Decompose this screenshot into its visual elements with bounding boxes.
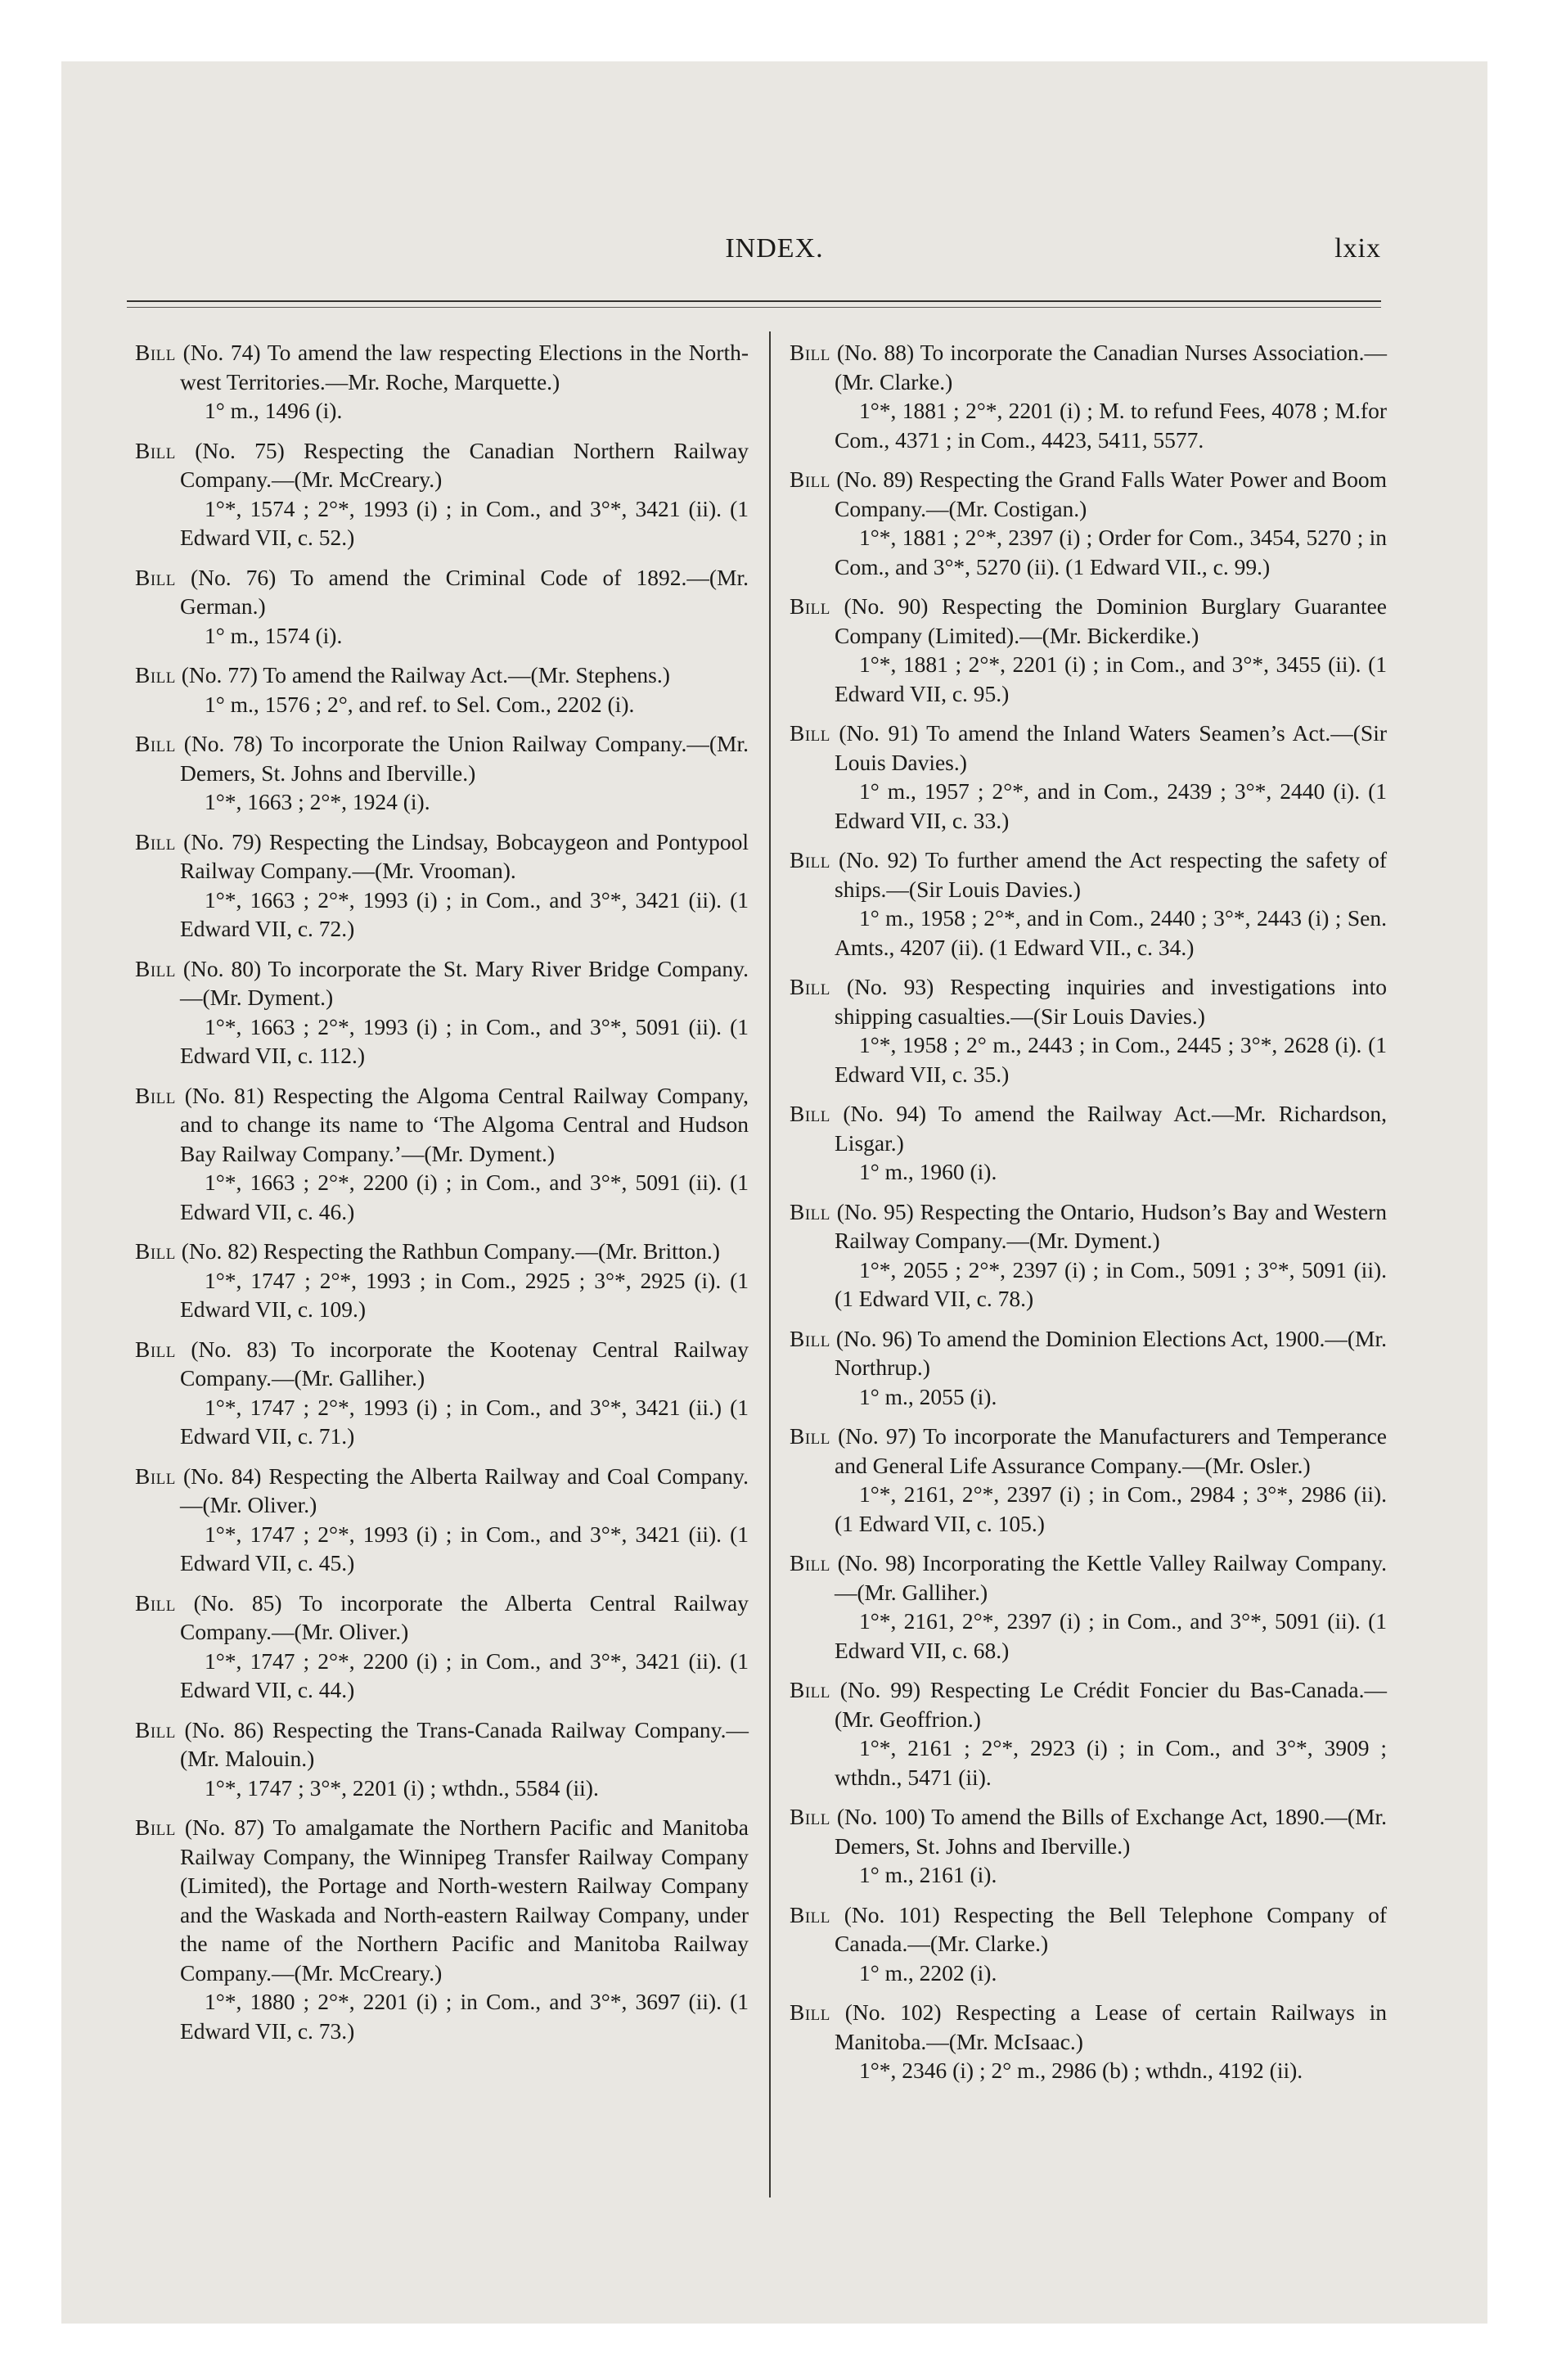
- bill-description: (No. 92) To further amend the Act respecting the safety of ships.—(Sir Louis Davies.): [835, 847, 1388, 902]
- bill-description: (No. 79) Respecting the Lindsay, Bobcaygeon and Pontypool Railway Company.—(Mr. Vrooman).: [180, 828, 749, 883]
- index-column-left: [135, 338, 749, 2056]
- index-entry: [790, 1324, 1387, 1412]
- entry-references: 1°*, 2161 ; 2°*, 2923 (i) ; in Com., and 3°*, 3909 ; wthdn., 5471 (ii).: [835, 1735, 1387, 1790]
- bill-label: Bill: [790, 1677, 830, 1702]
- entry-title: [790, 719, 1387, 777]
- bill-label: Bill: [790, 1804, 830, 1829]
- entry-references: 1°*, 1747 ; 2°*, 1993 (i) ; in Com., and 3°*, 3421 (ii.) (1 Edward VII, c. 71.): [180, 1394, 749, 1449]
- entry-references: 1° m., 1960 (i).: [859, 1159, 997, 1184]
- index-entry: [790, 1900, 1387, 1988]
- index-entry: [135, 436, 749, 552]
- entry-title: [790, 1548, 1387, 1607]
- bill-label: Bill: [790, 467, 830, 492]
- entry-title: [135, 1589, 749, 1647]
- bill-label: Bill: [790, 974, 830, 999]
- entry-references: 1°*, 1574 ; 2°*, 1993 (i) ; in Com., and 3°*, 3421 (ii). (1 Edward VII, c. 52.): [180, 495, 749, 550]
- entry-references: 1°*, 1881 ; 2°*, 2397 (i) ; Order for Com., 3454, 5270 ; in Com., and 3°*, 5270 (ii). (1 Edward VII., c. 99.): [835, 525, 1387, 579]
- index-entry: [790, 465, 1387, 581]
- bill-label: Bill: [790, 593, 830, 619]
- bill-description: (No. 89) Respecting the Grand Falls Water Power and Boom Company.—(Mr. Costigan.): [835, 467, 1388, 521]
- bill-label: Bill: [790, 1901, 830, 1927]
- bill-label: Bill: [790, 1198, 830, 1224]
- entry-title: [135, 1081, 749, 1169]
- entry-references: 1° m., 2055 (i).: [859, 1383, 997, 1409]
- index-entry: [135, 1813, 749, 2045]
- bill-description: (No. 99) Respecting Le Crédit Foncier du Bas-Canada.—(Mr. Geoffrion.): [835, 1677, 1387, 1732]
- bill-label: Bill: [135, 1716, 176, 1742]
- entry-references: 1°*, 1663 ; 2°*, 1993 (i) ; in Com., and 3°*, 3421 (ii). (1 Edward VII, c. 72.): [180, 886, 749, 941]
- bill-description: (No. 84) Respecting the Alberta Railway and Coal Company.—(Mr. Oliver.): [180, 1463, 749, 1517]
- entry-references: 1°*, 2161, 2°*, 2397 (i) ; in Com., 2984 ; 3°*, 2986 (ii). (1 Edward VII, c. 105.): [835, 1481, 1387, 1536]
- entry-references: 1° m., 1576 ; 2°, and ref. to Sel. Com., 2202 (i).: [205, 691, 635, 717]
- bill-label: Bill: [790, 1550, 830, 1575]
- bill-label: Bill: [135, 1082, 176, 1108]
- entry-references: 1°*, 1958 ; 2° m., 2443 ; in Com., 2445 ; 3°*, 2628 (i). (1 Edward VII, c. 35.): [835, 1032, 1387, 1087]
- bill-label: Bill: [135, 1238, 176, 1264]
- bill-description: (No. 91) To amend the Inland Waters Seamen’s Act.—(Sir Louis Davies.): [835, 720, 1387, 775]
- bill-label: Bill: [135, 1336, 176, 1362]
- bill-label: Bill: [135, 564, 176, 590]
- entry-title: [790, 845, 1387, 904]
- entry-title: [135, 954, 749, 1012]
- column-divider: [769, 331, 771, 2197]
- bill-label: Bill: [790, 847, 830, 872]
- page-title: INDEX.: [725, 233, 824, 264]
- index-entry: [135, 1335, 749, 1451]
- entry-references: 1°*, 1747 ; 2°*, 1993 ; in Com., 2925 ; 3°*, 2925 (i). (1 Edward VII, c. 109.): [180, 1267, 749, 1322]
- entry-title: [790, 972, 1387, 1030]
- bill-description: (No. 82) Respecting the Rathbun Company.—(Mr. Britton.): [181, 1238, 720, 1264]
- bill-description: (No. 94) To amend the Railway Act.—Mr. Richardson, Lisgar.): [835, 1101, 1387, 1156]
- entry-references: 1°*, 2161, 2°*, 2397 (i) ; in Com., and 3°*, 5091 (ii). (1 Edward VII, c. 68.): [835, 1608, 1387, 1663]
- entry-title: [135, 338, 749, 396]
- entry-title: [135, 660, 749, 690]
- entry-title: [790, 1675, 1387, 1733]
- bill-label: Bill: [135, 828, 176, 854]
- bill-description: (No. 93) Respecting inquiries and investigations into shipping casualties.—(Sir Louis Davies.): [835, 974, 1388, 1029]
- bill-description: (No. 90) Respecting the Dominion Burglary Guarantee Company (Limited).—(Mr. Bickerdike.): [835, 593, 1388, 648]
- index-entry: [135, 1589, 749, 1705]
- entry-references: 1°*, 1663 ; 2°*, 1924 (i).: [205, 789, 430, 814]
- entry-title: [790, 1197, 1387, 1255]
- entry-references: 1°*, 1663 ; 2°*, 2200 (i) ; in Com., and 3°*, 5091 (ii). (1 Edward VII, c. 46.): [180, 1170, 749, 1224]
- bill-label: Bill: [790, 1999, 830, 2025]
- bill-description: (No. 98) Incorporating the Kettle Valley Railway Company.—(Mr. Galliher.): [835, 1550, 1388, 1605]
- bill-label: Bill: [790, 1423, 830, 1449]
- bill-description: (No. 96) To amend the Dominion Elections Act, 1900.—(Mr. Northrup.): [835, 1325, 1388, 1380]
- bill-label: Bill: [135, 1463, 176, 1489]
- bill-description: (No. 83) To incorporate the Kootenay Central Railway Company.—(Mr. Galliher.): [180, 1336, 749, 1391]
- index-entry: [790, 1998, 1387, 2085]
- index-entry: [135, 563, 749, 651]
- entry-references: 1°*, 1881 ; 2°*, 2201 (i) ; M. to refund Fees, 4078 ; M.for Com., 4371 ; in Com., 4423, 5411, 5577.: [835, 398, 1387, 453]
- entry-title: [135, 1462, 749, 1520]
- index-entry: [135, 954, 749, 1071]
- index-entry: [790, 338, 1387, 454]
- index-entry: [135, 1237, 749, 1324]
- entry-references: 1°*, 2055 ; 2°*, 2397 (i) ; in Com., 5091 ; 3°*, 5091 (ii). (1 Edward VII, c. 78.): [835, 1256, 1387, 1311]
- bill-label: Bill: [135, 437, 176, 463]
- entry-references: 1° m., 1957 ; 2°*, and in Com., 2439 ; 3°*, 2440 (i). (1 Edward VII, c. 33.): [835, 778, 1387, 833]
- index-entry: [790, 1675, 1387, 1792]
- bill-description: (No. 95) Respecting the Ontario, Hudson’s Bay and Western Railway Company.—(Mr. Dyment.): [835, 1198, 1387, 1253]
- bill-label: Bill: [135, 731, 176, 756]
- index-entry: [135, 1081, 749, 1227]
- bill-label: Bill: [790, 1325, 830, 1351]
- page-number: lxix: [1334, 233, 1381, 264]
- entry-title: [790, 338, 1387, 396]
- entry-title: [790, 1900, 1387, 1959]
- bill-label: Bill: [135, 340, 176, 365]
- entry-references: 1°*, 2346 (i) ; 2° m., 2986 (b) ; wthdn., 4192 (ii).: [859, 2058, 1303, 2083]
- entry-title: [135, 1335, 749, 1393]
- entry-title: [790, 1802, 1387, 1860]
- entry-title: [135, 436, 749, 494]
- scanned-page: [61, 61, 1487, 2324]
- entry-references: 1° m., 2161 (i).: [859, 1862, 997, 1887]
- entry-title: [790, 1099, 1387, 1157]
- entry-references: 1°*, 1747 ; 3°*, 2201 (i) ; wthdn., 5584 (ii).: [205, 1774, 599, 1801]
- index-entry: [135, 1462, 749, 1578]
- entry-references: 1°*, 1663 ; 2°*, 1993 (i) ; in Com., and 3°*, 5091 (ii). (1 Edward VII, c. 112.): [180, 1013, 749, 1068]
- index-entry: [135, 1715, 749, 1803]
- entry-references: 1°*, 1881 ; 2°*, 2201 (i) ; in Com., and 3°*, 3455 (ii). (1 Edward VII, c. 95.): [835, 651, 1387, 706]
- bill-description: (No. 86) Respecting the Trans-Canada Railway Company.—(Mr. Malouin.): [180, 1716, 749, 1771]
- index-entry: [790, 1197, 1387, 1314]
- bill-label: Bill: [135, 662, 176, 687]
- bill-label: Bill: [135, 1589, 176, 1616]
- index-entry: [790, 592, 1387, 708]
- header-rule: [127, 300, 1381, 308]
- bill-description: (No. 85) To incorporate the Alberta Central Railway Company.—(Mr. Oliver.): [180, 1589, 749, 1644]
- bill-description: (No. 81) Respecting the Algoma Central Railway Company, and to change its name to ‘The Algoma Central and Hudson Bay Railway Company.’—(Mr. Dyment.): [180, 1082, 749, 1166]
- index-entry: [135, 827, 749, 944]
- index-entry: [790, 1548, 1387, 1665]
- entry-title: [135, 1715, 749, 1774]
- index-entry: [135, 729, 749, 817]
- bill-description: (No. 77) To amend the Railway Act.—(Mr. Stephens.): [181, 662, 670, 687]
- entry-references: 1° m., 1958 ; 2°*, and in Com., 2440 ; 3°*, 2443 (i) ; Sen. Amts., 4207 (ii). (1 Edward VII., c. 34.): [835, 905, 1387, 960]
- index-entry: [790, 972, 1387, 1089]
- index-entry: [135, 338, 749, 426]
- entry-references: 1°*, 1880 ; 2°*, 2201 (i) ; in Com., and 3°*, 3697 (ii). (1 Edward VII, c. 73.): [180, 1989, 749, 2044]
- bill-description: (No. 88) To incorporate the Canadian Nurses Association.—(Mr. Clarke.): [835, 340, 1388, 394]
- entry-references: 1°*, 1747 ; 2°*, 1993 (i) ; in Com., and 3°*, 3421 (ii). (1 Edward VII, c. 45.): [180, 1521, 749, 1575]
- entry-title: [790, 1422, 1387, 1480]
- index-column-right: [790, 338, 1387, 2096]
- bill-description: (No. 75) Respecting the Canadian Northern Railway Company.—(Mr. McCreary.): [180, 437, 749, 492]
- bill-description: (No. 87) To amalgamate the Northern Pacific and Manitoba Railway Company, the Winnipeg Transfer Railway Company (Limited), the Portage and North-western Railway Company and the Waskada and North-eastern Railway Company, under the name of the Northern Pacific and Manitoba Railway Company.—(Mr. McCreary.): [180, 1814, 749, 1986]
- bill-description: (No. 76) To amend the Criminal Code of 1892.—(Mr. German.): [180, 564, 749, 619]
- entry-title: [790, 592, 1387, 650]
- bill-description: (No. 80) To incorporate the St. Mary River Bridge Company.—(Mr. Dyment.): [180, 955, 749, 1010]
- bill-description: (No. 101) Respecting the Bell Telephone Company of Canada.—(Mr. Clarke.): [835, 1901, 1388, 1956]
- entry-title: [790, 465, 1387, 523]
- index-entry: [790, 719, 1387, 835]
- entry-title: [135, 827, 749, 886]
- entry-title: [135, 1237, 749, 1266]
- entry-title: [135, 563, 749, 621]
- entry-title: [135, 729, 749, 787]
- entry-title: [135, 1813, 749, 1987]
- bill-label: Bill: [790, 340, 830, 365]
- bill-description: (No. 97) To incorporate the Manufacturers and Temperance and General Life Assurance Company.—(Mr. Osler.): [835, 1423, 1387, 1478]
- bill-label: Bill: [135, 955, 176, 981]
- bill-label: Bill: [790, 1101, 830, 1126]
- bill-label: Bill: [790, 720, 830, 746]
- index-entry: [135, 660, 749, 719]
- bill-description: (No. 102) Respecting a Lease of certain Railways in Manitoba.—(Mr. McIsaac.): [835, 1999, 1387, 2054]
- entry-references: 1° m., 1574 (i).: [205, 622, 343, 648]
- index-entry: [790, 845, 1387, 962]
- bill-description: (No. 100) To amend the Bills of Exchange Act, 1890.—(Mr. Demers, St. Johns and Iberville.): [835, 1804, 1387, 1859]
- bill-label: Bill: [135, 1814, 176, 1840]
- index-entry: [790, 1802, 1387, 1890]
- entry-title: [790, 1324, 1387, 1382]
- bill-description: (No. 78) To incorporate the Union Railway Company.—(Mr. Demers, St. Johns and Iberville.): [180, 731, 749, 786]
- index-entry: [790, 1422, 1387, 1538]
- entry-references: 1° m., 1496 (i).: [205, 398, 343, 423]
- index-entry: [790, 1099, 1387, 1187]
- bill-description: (No. 74) To amend the law respecting Elections in the North-west Territories.—Mr. Roche, Marquette.): [180, 340, 749, 394]
- entry-title: [790, 1998, 1387, 2056]
- entry-references: 1° m., 2202 (i).: [859, 1959, 997, 1986]
- entry-references: 1°*, 1747 ; 2°*, 2200 (i) ; in Com., and 3°*, 3421 (ii). (1 Edward VII, c. 44.): [180, 1648, 749, 1702]
